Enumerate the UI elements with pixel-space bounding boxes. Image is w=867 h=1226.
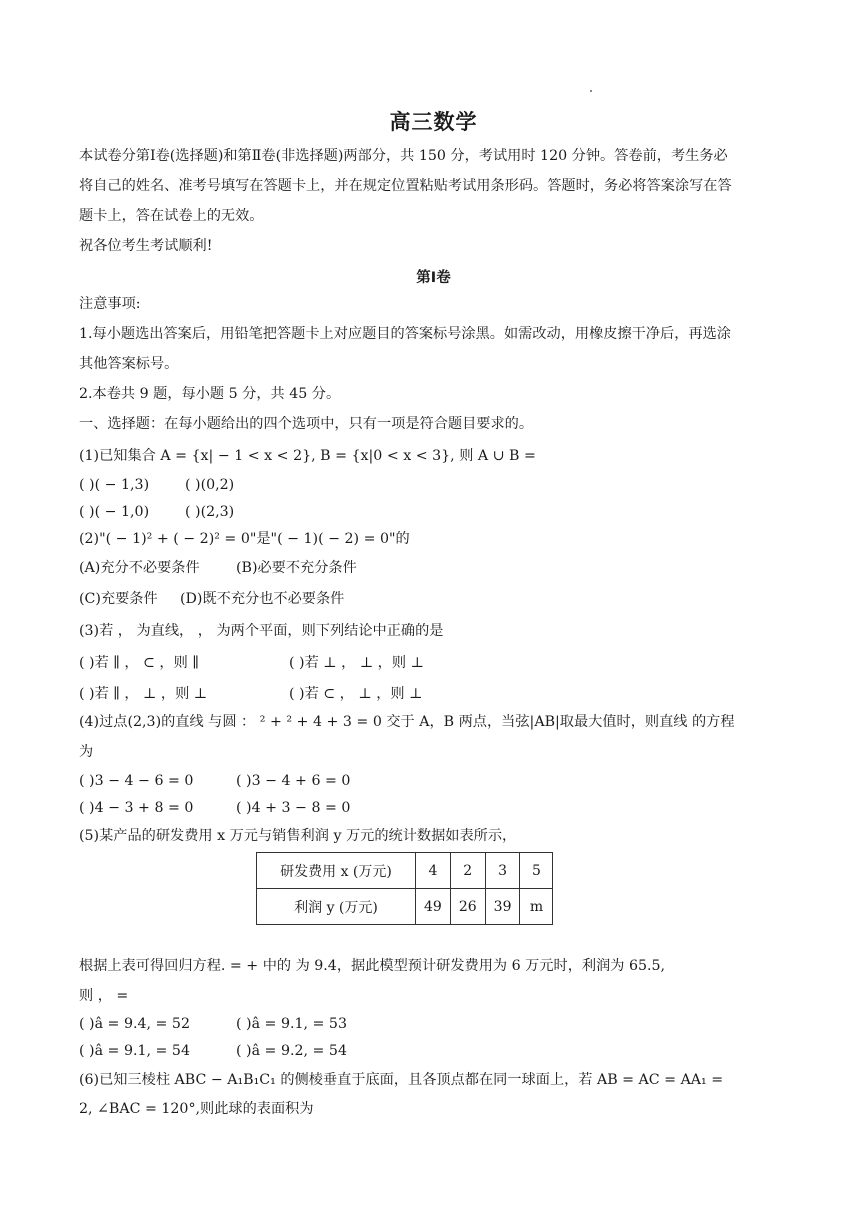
intro-line-1: 本试卷分第Ⅰ卷(选择题)和第Ⅱ卷(非选择题)两部分，共 150 分，考试用时 120 分钟。答卷前，考生务必 [79, 148, 728, 164]
q4-option-b: ( )3 − 4 + 6 = 0 [236, 773, 351, 789]
q2-option-d: (D)既不充分也不必要条件 [180, 591, 345, 607]
table-cell: 3 [485, 853, 520, 889]
q4-option-a: ( )3 − 4 − 6 = 0 [79, 773, 194, 789]
q1-stem: (1)已知集合 A = {x| − 1 < x < 2}, B = {x|0 < x < 3}, 则 A ∪ B = [79, 448, 536, 464]
table-cell: 5 [520, 853, 553, 889]
row-label-cost: 研发费用 x (万元) [257, 853, 416, 889]
table-cell: 4 [416, 853, 451, 889]
q2-option-a: (A)充分不必要条件 [79, 560, 200, 576]
table-cell: 26 [450, 889, 485, 925]
q6-line-1: (6)已知三棱柱 ABC − A₁B₁C₁ 的侧棱垂直于底面，且各顶点都在同一球面上，若 AB = AC = AA₁ = [79, 1072, 724, 1088]
q3-option-d: ( )若 ⊂ ， ⊥ ，则 ⊥ [289, 686, 423, 702]
q6-line-2: 2, ∠BAC = 120°,则此球的表面积为 [79, 1101, 314, 1117]
intro-line-2: 将自己的姓名、准考号填写在答题卡上，并在规定位置粘贴考试用条形码。答题时，务必将答案涂写在答 [79, 178, 732, 194]
intro-line-4: 祝各位考生考试顺利! [79, 238, 213, 254]
table-cell: m [520, 889, 553, 925]
q5-option-d: ( )â = 9.2, = 54 [236, 1043, 347, 1059]
q4-option-c: ( )4 − 3 + 8 = 0 [79, 800, 194, 816]
notes-label: 注意事项: [79, 296, 141, 312]
q2-option-c: (C)充要条件 [79, 591, 158, 607]
q5-line-2: 则 ， = [79, 988, 129, 1004]
note-1a: 1.每小题选出答案后，用铅笔把答题卡上对应题目的答案标号涂黑。如需改动，用橡皮擦干净后，再选涂 [79, 326, 731, 342]
q3-option-a: ( )若 ∥ ， ⊂ ，则 ∥ [79, 655, 199, 671]
q3-stem: (3)若 ， 为直线， ， 为两个平面，则下列结论中正确的是 [79, 623, 444, 639]
scan-dot [590, 90, 592, 92]
section1-heading: 一、选择题：在每小题给出的四个选项中，只有一项是符合题目要求的。 [79, 416, 534, 432]
q1-option-a: ( )( − 1,3) [79, 477, 150, 493]
q5-option-a: ( )â = 9.4, = 52 [79, 1016, 190, 1032]
q2-stem: (2)"( − 1)² + ( − 2)² = 0"是"( − 1)( − 2) = 0"的 [79, 531, 410, 547]
q1-option-c: ( )( − 1,0) [79, 504, 150, 520]
q2-option-b: (B)必要不充分条件 [236, 560, 357, 576]
table-row [257, 853, 553, 889]
table-cell: 49 [416, 889, 451, 925]
q5-option-b: ( )â = 9.1, = 53 [236, 1016, 347, 1032]
q5-line-1: 根据上表可得回归方程. = + 中的 为 9.4，据此模型预计研发费用为 6 万元时，利润为 65.5, [79, 958, 666, 974]
q1-option-b: ( )(0,2) [185, 477, 235, 493]
q5-stem: (5)某产品的研发费用 x 万元与销售利润 y 万元的统计数据如表所示， [79, 828, 517, 844]
q3-option-c: ( )若 ∥ ， ⊥ ，则 ⊥ [79, 686, 208, 702]
q4-stem-2: 为 [79, 744, 94, 760]
intro-line-3: 题卡上，答在试卷上的无效。 [79, 208, 264, 224]
q4-stem-1: (4)过点(2,3)的直线 与圆 ： ² + ² + 4 + 3 = 0 交于 A，B 两点，当弦|AB|取最大值时，则直线 的方程 [79, 714, 735, 730]
row-label-profit: 利润 y (万元) [257, 889, 416, 925]
q5-option-c: ( )â = 9.1, = 54 [79, 1043, 190, 1059]
q5-data-table [256, 852, 553, 925]
note-2: 2.本卷共 9 题，每小题 5 分，共 45 分。 [79, 386, 341, 402]
q3-option-b: ( )若 ⊥ ， ⊥ ，则 ⊥ [289, 655, 424, 671]
part1-heading: 第Ⅰ卷 [416, 270, 451, 286]
table-cell: 39 [485, 889, 520, 925]
table-row [257, 889, 553, 925]
table-cell: 2 [450, 853, 485, 889]
q4-option-d: ( )4 + 3 − 8 = 0 [236, 800, 351, 816]
page-title: 高三数学 [389, 110, 478, 134]
q1-option-d: ( )(2,3) [185, 504, 235, 520]
note-1b: 其他答案标号。 [79, 356, 179, 372]
